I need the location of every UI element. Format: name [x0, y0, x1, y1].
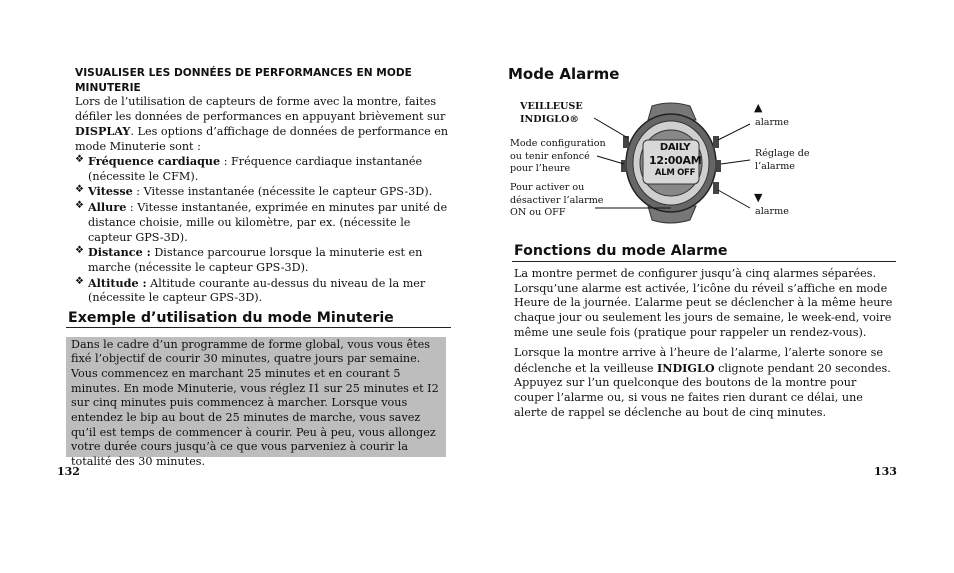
- pointer-set: [721, 160, 750, 164]
- watch-button-down: [713, 182, 719, 194]
- diamond-bullet-icon: ❖: [75, 184, 84, 196]
- lcd-line-3: ALM OFF: [654, 168, 696, 178]
- watch-button-up: [713, 136, 719, 148]
- label-onoff: Pour activer ou désactiver l’alarme ON ou OFF: [510, 182, 604, 218]
- intro-text-1: Lors de l’utilisation de capteurs de forme avec la montre, faites défiler les données de performances en appuyant brièvement sur: [75, 95, 446, 123]
- heading-rule: [66, 327, 451, 328]
- label-mode: Mode configuration ou tenir enfoncé pour l’heure: [510, 138, 606, 174]
- list-item: [75, 184, 455, 200]
- display-button-label: DISPLAY: [75, 124, 131, 139]
- list-item: [75, 245, 455, 275]
- lcd-line-2: 12:00AM: [649, 154, 702, 167]
- example-heading: Exemple d’utilisation du mode Minuterie: [68, 310, 394, 326]
- list-item: [75, 276, 455, 306]
- label-reglage: Réglage de l’alarme: [755, 148, 810, 172]
- diamond-bullet-icon: ❖: [75, 275, 84, 287]
- example-box: [66, 337, 446, 469]
- lcd-line-1: DAILY: [659, 142, 691, 153]
- bullet-text: : Vitesse instantanée (nécessite le capteur GPS-3D).: [132, 185, 433, 199]
- page-number-left: 132: [57, 465, 80, 478]
- bullet-text: Distance parcourue lorsque la minuterie est en marche (nécessite le capteur GPS-3D).: [88, 246, 423, 274]
- indiglo-label: INDIGLO: [657, 360, 715, 375]
- page-number-right: 133: [874, 465, 897, 478]
- pointer-up: [718, 124, 750, 140]
- label-up: alarme: [755, 117, 789, 128]
- page-title: Mode Alarme: [508, 65, 620, 83]
- triangle-down-icon: ▼: [754, 191, 763, 204]
- bullet-term: Distance :: [88, 245, 151, 260]
- bullet-term: Allure: [88, 200, 127, 215]
- triangle-up-icon: ▲: [754, 101, 763, 114]
- heading-rule: [512, 261, 896, 262]
- functions-paragraph-2: [514, 346, 896, 421]
- para-2-text-a: Lorsque la montre arrive à l’heure de l’alarme, l’alerte sonore se déclenche et la veilleuse: [514, 346, 883, 375]
- section-heading-performance: VISUALISER LES DONNÉES DE PERFORMANCES EN MODE MINUTERIE: [75, 67, 412, 94]
- list-item: [75, 154, 455, 184]
- bullet-text: : Vitesse instantanée, exprimée en minutes par unité de distance choisie, mille ou kilomètre, par ex. (nécessite le capteur GPS-3D).: [88, 201, 448, 244]
- para-2-text-b: clignote pendant 20 secondes. Appuyez sur l’un quelconque des boutons de la montre pour couper l’alarme ou, si vous ne faites rien durant ce délai, une alerte de rappel se déclenche au bout de cinq minutes.: [514, 361, 891, 419]
- bullet-term: Fréquence cardiaque: [88, 154, 221, 168]
- watch-button-mode: [621, 160, 627, 172]
- diamond-bullet-icon: ❖: [75, 154, 84, 165]
- functions-paragraph-1: La montre permet de configurer jusqu’à cinq alarmes séparées. Lorsqu’une alarme est activée, l’icône du réveil s’affiche en mode Heure de la journée. L’alarme peut se déclencher à la même heure chaque jour ou seulement les jours de semaine, le week-end, voire même une seule fois (pratique pour rappeler un rendez-vous).: [514, 267, 893, 339]
- bullet-text: Altitude courante au-dessus du niveau de la mer (nécessite le capteur GPS-3D).: [88, 276, 426, 305]
- list-item: [75, 200, 455, 245]
- label-indiglo: VEILLEUSE INDIGLO®: [520, 101, 583, 125]
- bullet-term: Vitesse: [88, 184, 133, 199]
- pointer-indiglo: [594, 118, 628, 138]
- functions-heading: Fonctions du mode Alarme: [514, 243, 728, 259]
- diamond-bullet-icon: ❖: [75, 245, 84, 257]
- diamond-bullet-icon: ❖: [75, 200, 84, 212]
- performance-bullet-list: [75, 154, 455, 306]
- bullet-term: Altitude :: [88, 275, 147, 290]
- intro-text-2: . Les options d’affichage de données de performance en mode Minuterie sont :: [75, 125, 449, 154]
- watch-lcd-text: [649, 141, 701, 180]
- pointer-down: [718, 190, 750, 208]
- intro-paragraph: [75, 95, 457, 155]
- example-text: Dans le cadre d’un programme de forme global, vous vous êtes fixé l’objectif de courir 30 minutes, quatre jours par semaine. Vous commencez en marchant 25 minutes et en courant 5 minutes. En mode Minuterie, vous réglez I1 sur 25 minutes et I2 sur cinq minutes puis commencez à marcher. Lorsque vous entendez le bip au bout de 25 minutes de marche, vous savez qu’il est temps de commencer à courir. Peu à peu, vous allongez votre durée cours jusqu’à ce que vous parveniez à courir la totalité des 30 minutes.: [71, 337, 439, 469]
- bullet-text: : Fréquence cardiaque instantanée (nécessite le CFM).: [88, 155, 423, 183]
- watch-button-set: [715, 160, 721, 172]
- label-down: alarme: [755, 206, 789, 217]
